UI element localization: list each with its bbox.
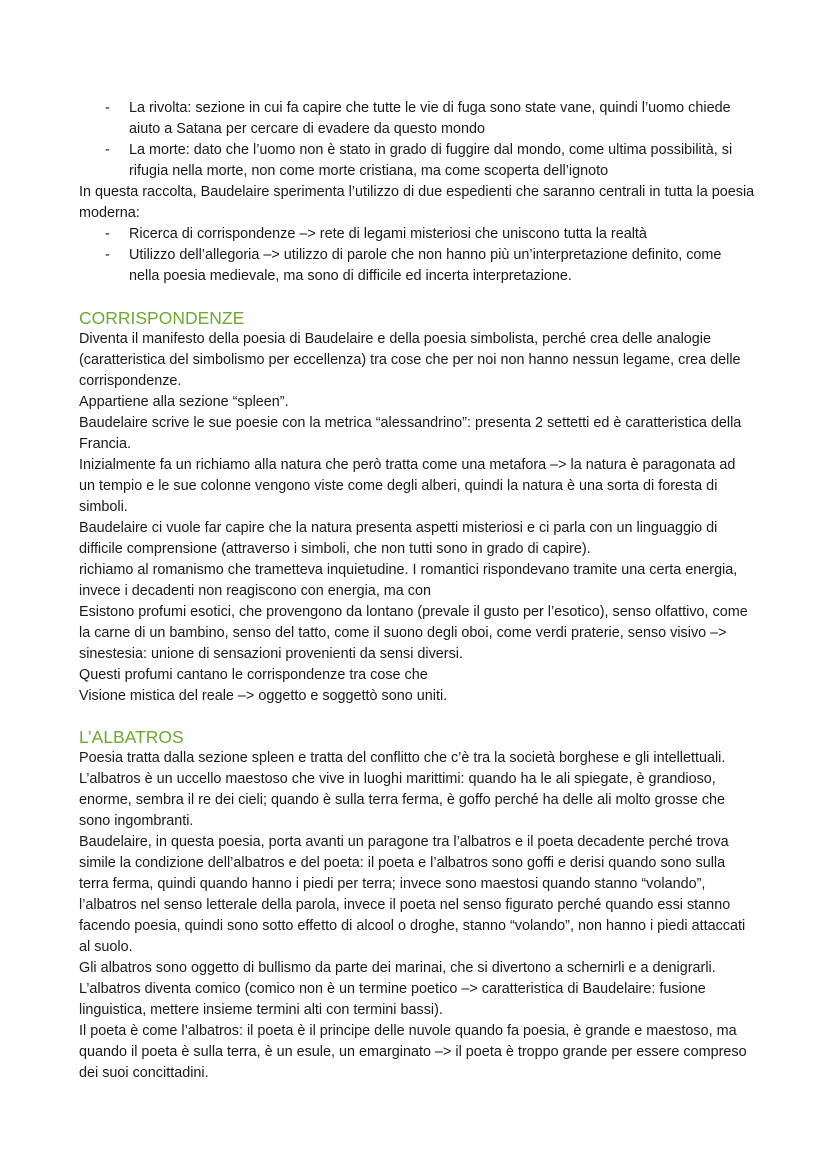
paragraph: Esistono profumi esotici, che provengono da lontano (prevale il gusto per l’esotico), senso olfattivo, come la carne di un bambino, senso del tatto, come il suono degli oboi, come verdi praterie, senso visivo –> sinestesia: unione di sensazioni provenienti da sensi diversi. bbox=[79, 604, 748, 662]
bullet-text: La rivolta: sezione in cui fa capire che tutte le vie di fuga sono state vane, quindi l’uomo chiede aiuto a Satana per cercare di evadere da questo mondo bbox=[129, 100, 731, 137]
paragraph: L’albatros è un uccello maestoso che vive in luoghi marittimi: quando ha le ali spiegate, è grandioso, enorme, sembra il re dei cieli; quando è sulla terra ferma, è goffo perché ha delle ali molto grosse che sono ingombranti. bbox=[79, 771, 726, 829]
bullet-text: Ricerca di corrispondenze –> rete di legami misteriosi che uniscono tutta la realtà bbox=[129, 226, 647, 242]
paragraph: Baudelaire scrive le sue poesie con la metrica “alessandrino”: presenta 2 settetti ed è caratteristica della Francia. bbox=[79, 415, 742, 452]
bullet-dash: - bbox=[105, 247, 110, 263]
paragraph: Baudelaire, in questa poesia, porta avanti un paragone tra l’albatros e il poeta decadente perché trova simile la condizione dell’albatros e del poeta: il poeta e l’albatros sono goffi e derisi quando sono sulla terra ferma, quindi quando hanno i piedi per terra; invece sono maestosi quando stanno “volando”, l’albatros nel senso letterale della parola, invece il poeta nel senso figurato perché quando essi stanno facendo poesia, quindi sono sotto effetto di alcool o droghe, stanno “volando”, non hanno i piedi attaccati al suolo. bbox=[79, 834, 746, 955]
intro-bullet-list bbox=[79, 98, 755, 182]
paragraph: Il poeta è come l’albatros: il poeta è il principe delle nuvole quando fa poesia, è grande e maestoso, ma quando il poeta è sulla terra, è un esule, un emarginato –> il poeta è troppo grande per essere compreso dei suoi concittadini. bbox=[79, 1023, 747, 1081]
paragraph: Poesia tratta dalla sezione spleen e tratta del conflitto che c’è tra la società borghese e gli intellettuali. bbox=[79, 750, 726, 766]
paragraph: Baudelaire ci vuole far capire che la natura presenta aspetti misteriosi e ci parla con un linguaggio di difficile comprensione (attraverso i simboli, che non tutti sono in grado di capire). bbox=[79, 520, 718, 557]
bullet-dash: - bbox=[105, 100, 110, 116]
bullet-dash: - bbox=[105, 226, 110, 242]
bullet-text: Utilizzo dell’allegoria –> utilizzo di parole che non hanno più un’interpretazione definito, come nella poesia medievale, ma sono di difficile ed incerta interpretazione. bbox=[129, 247, 722, 284]
section-albatros-body bbox=[79, 748, 755, 1084]
section-corrispondenze-body bbox=[79, 329, 755, 707]
bullet-dash: - bbox=[105, 142, 110, 158]
list-item bbox=[79, 224, 755, 245]
document-content bbox=[79, 98, 755, 1084]
paragraph: Inizialmente fa un richiamo alla natura che però tratta come una metafora –> la natura è paragonata ad un tempio e le sue colonne vengono viste come degli alberi, quindi la natura è una sorta di foresta di simboli. bbox=[79, 457, 736, 515]
paragraph: Questi profumi cantano le corrispondenze tra cose che bbox=[79, 667, 428, 683]
paragraph: Visione mistica del reale –> oggetto e soggettò sono uniti. bbox=[79, 688, 448, 704]
paragraph: richiamo al romanismo che trametteva inquietudine. I romantici rispondevano tramite una certa energia, invece i decadenti non reagiscono con energia, ma con bbox=[79, 562, 738, 599]
bullet-text: La morte: dato che l’uomo non è stato in grado di fuggire dal mondo, come ultima possibilità, si rifugia nella morte, non come morte cristiana, ma come scoperta dell’ignoto bbox=[129, 142, 733, 179]
list-item bbox=[79, 245, 755, 287]
section-heading-albatros: L’ALBATROS bbox=[79, 727, 184, 747]
devices-bullet-list bbox=[79, 224, 755, 287]
intro-paragraph: In questa raccolta, Baudelaire sperimenta l’utilizzo di due espedienti che saranno centrali in tutta la poesia moderna: bbox=[79, 184, 755, 221]
section-heading-corrispondenze: CORRISPONDENZE bbox=[79, 308, 245, 328]
list-item bbox=[79, 140, 755, 182]
list-item bbox=[79, 98, 755, 140]
paragraph: Appartiene alla sezione “spleen”. bbox=[79, 394, 289, 410]
paragraph: Gli albatros sono oggetto di bullismo da parte dei marinai, che si divertono a schernirli e a denigrarli. L’albatros diventa comico (comico non è un termine poetico –> caratteristica di Baudelaire: fusione linguistica, mettere insieme termini alti con termini bassi). bbox=[79, 960, 716, 1018]
paragraph: Diventa il manifesto della poesia di Baudelaire e della poesia simbolista, perché crea delle analogie (caratteristica del simbolismo per eccellenza) tra cose che per noi non hanno nessun legame, crea delle corrispondenze. bbox=[79, 331, 741, 389]
